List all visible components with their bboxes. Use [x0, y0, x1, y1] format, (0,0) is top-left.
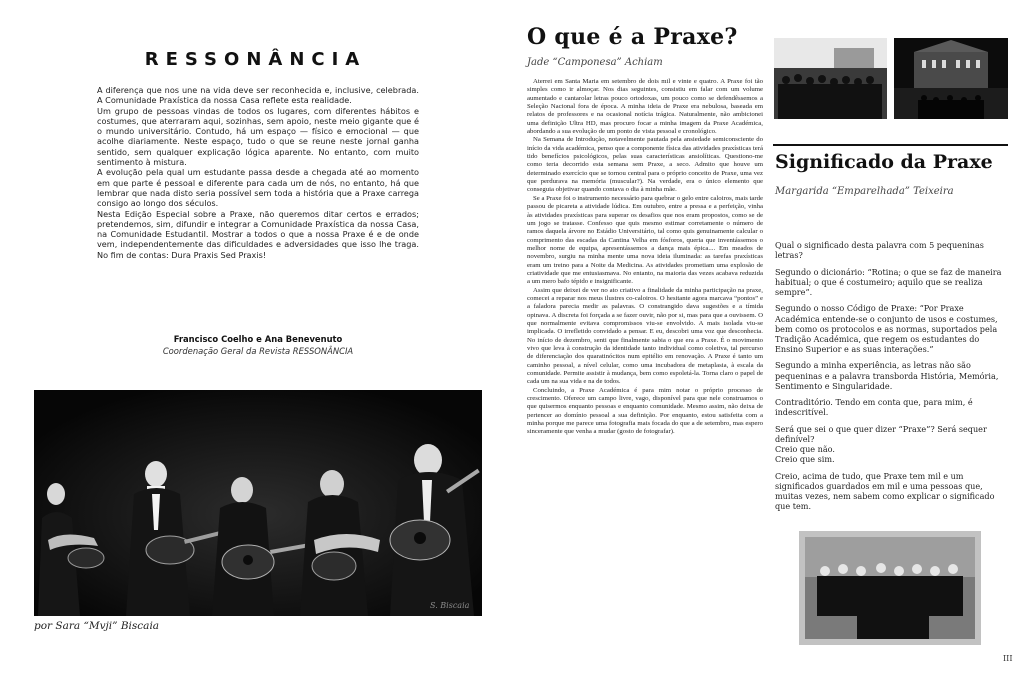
editorial-paragraph: A evolução pela qual um estudante passa desde a chegada até ao momento em que parte é pessoal e diferente para cada um de nós, no entanto, há que lembrar que nada disto seria possível sem toda a história que a Praxe carrega consigo ao longo dos séculos. — [97, 167, 419, 209]
signature-names: Francisco Coelho e Ana Benevenuto — [173, 334, 343, 344]
side-article-title: Significado da Praxe — [775, 151, 993, 173]
painting-illustration — [34, 390, 482, 616]
side-paragraph: Será que sei o que quer dizer “Praxe”? Será sequer definível? Creio que não. Creio que sim. — [775, 423, 987, 465]
article-title: O que é a Praxe? — [527, 24, 738, 50]
side-paragraph: Creio, acima de tudo, que Praxe tem mil e um significados guardados em mil e uma pessoas que, muitas vezes, nem sabem como explicar o significado que tem. — [775, 470, 995, 512]
side-paragraph: Segundo a minha experiência, as letras não são pequeninas e a palavra transborda História, Memória, Sentimento e Singularidade. — [775, 360, 999, 391]
side-paragraph: Qual o significado desta palavra com 5 pequeninas letras? — [775, 240, 984, 261]
side-paragraph: Contraditório. Tendo em conta que, para mim, é indescritível. — [775, 397, 973, 418]
editorial-paragraph: Um grupo de pessoas vindas de todos os lugares, com diferentes hábitos e costumes, que aterraram aqui, sozinhas, sem apoio, neste meio gigante que é o mundo universitário. Contudo, há um espaço — físico e emocional — que acolhe diariamente. Neste espaço, tudo o que se reune neste jornal ganha sentido, sem qualquer explicação lógica aparente. No entanto, com muito sentimento à mistura. — [97, 105, 419, 168]
group-photo-daytime — [774, 38, 887, 119]
page-number: III — [1003, 654, 1013, 663]
editorial-paragraph: Nesta Edição Especial sobre a Praxe, não queremos ditar certos e errados; pretendemos, sim, difundir e integrar a Comunidade Praxística da nossa Casa, na Comunidade Estudantil. Mostrar a todos o que a nossa Praxe é e de onde vem, independentemente das dificuldades e adversidades que isso lhe traga. No fim de contas: Dura Praxis Sed Praxis! — [97, 208, 419, 260]
article-byline: Jade “Camponesa” Achiam — [527, 57, 663, 68]
group-photo-capes — [799, 531, 981, 645]
section-rule — [773, 144, 1008, 146]
editorial-text — [97, 85, 419, 260]
editorial-paragraph: A diferença que nos une na vida deve ser reconhecida e, inclusive, celebrada. A Comunidade Praxística da nossa Casa reflete esta realidade. — [97, 85, 419, 106]
side-article-byline: Margarida “Emparelhada” Teixeira — [775, 186, 954, 197]
painting-svg — [34, 390, 482, 616]
side-article-body — [775, 240, 1009, 518]
side-paragraph: Segundo o dicionário: “Rotina; o que se faz de maneira habitual; o que é costumeiro; aquilo que se realiza sempre”. — [775, 266, 1002, 297]
editorial-signature — [97, 334, 419, 356]
article-body — [527, 78, 763, 437]
painting-signature: S. Biscaia — [430, 601, 470, 610]
article-paragraph: Concluindo, a Praxe Académica é para mim notar o próprio processo de crescimento. Oferece um campo livre, vago, disponível para que nele construamos o que quisermos enquanto pessoas e enquanto comunidade. Mesmo assim, não deixa de pertencer ao domínio pessoal a sua definição. Por enquanto, estou satisfeita com a minha porque me parece uma fotografia mais focada do que a de setembro, mas espero sinceramente que venha a mudar (gosto de fotografar). — [527, 386, 763, 436]
magazine-title: RESSONÂNCIA — [144, 49, 367, 70]
article-paragraph: Assim que deixei de ver no ato criativo a finalidade da minha participação na praxe, comecei a reparar nos meus ilustres co-caloiros. O hesitante agora marcava “pontos” e a faladora parecia medir as palavras. O constrangido dava sugestões e a tímida opinava. A discreta foi forçada a se fazer ouvir, não por si, mas para que a ouvissem. O que normalmente evitava compromissos viu-se envolvido. A mais isolada viu-se implicada. O irrefletido convidado a pensar. E eu, descobri uma voz que desconhecia. No início de dezembro, senti que finalmente sabia o que era a Praxe. É o movimento vivo que leva à construção da identidade tanto individual como coletiva, tal percurso de diferenciação dos quaratinócitos num epitélio em renovação. A Praxe é tanto um caminho pessoal, a nível celular, como uma incubadora de metaplasia, à escala da comunidade. Permite assistir à mudança, bem como espoletá-la. Torna claro o papel de cada um na sua vida e na de todos. — [527, 286, 763, 386]
painting-caption: por Sara “Mvji” Biscaia — [34, 620, 160, 632]
article-paragraph: Aterrei em Santa Maria em setembro de dois mil e vinte e quatro. A Praxe foi tão simples como ir almoçar. Nos dias seguintes, consistiu em falar com um volume aumentado e cantarolar letras pouco ortodoxas, um pouco como se defendêssemos a Seleção Nacional fora de época. A minha ideia de Praxe era nebulosa, baseada em relatos de professores e na ocasional notícia trágica. Naturalmente, não ambicionei uma definição Ultra HD, mas procuro focar a minha imagem da Praxe Académica, abordando a sua evolução de um ponto de vista pessoal e cronológico. — [527, 78, 763, 136]
night-building-photo — [894, 38, 1008, 119]
article-paragraph: Na Semana de Introdução, notavelmente pautada pela ansiedade semiconsciente do início da vida académica, penso que a componente física das atividades praxísticas terá tido benefícios psicológicos, pelas suas características ansiolíticas. Questiono-me como teria decorrido esta semana sem Praxe, a seco. Admito que houve um determinado exercício que se tornou central para o próprio conceito de Praxe, uma vez que perdurava na memória (muscular?). Na verdade, era o único elemento que conseguia objetivar quando contava o dia à minha mãe. — [527, 136, 763, 194]
signature-role: Coordenação Geral da Revista RESSONÂNCIA — [162, 346, 354, 356]
article-paragraph: Se a Praxe foi o instrumento necessário para quebrar o gelo entre caloiros, mais tarde passou de picareta a atividade lúdica. Em outubro, entre a pressa e a perfeição, vinha às atividades praxísticas para superar os desafios que nos eram propostos, como se de um jogo se tratasse. Confesso que quis mesmo estimar corretamente o número de ramos daquela árvore no Estádio Universitário, tal como quis genuinamente calcular o comprimento das escadas da Cantina Velha em fósforos, queria que inventássemos o melhor nome de equipa, apresentássemos a dança mais épica.... Em meados de novembro, surgiu na minha mente uma nova ideia iluminada: as tarefas praxísticas eram um treino para a Noite da Medicina. As atividades prometiam uma explosão de criatividade que me entusiasmava. No entanto, na maioria das vezes acabava reduzida a um mero bafo tépido e insignificante. — [527, 194, 763, 286]
side-paragraph: Segundo o nosso Código de Praxe: “Por Praxe Académica entende-se o conjunto de usos e costumes, bem como os protocolos e as normas, suportados pela Tradição Académica, que regem os estudantes do Ensino Superior e as suas interações.” — [775, 303, 998, 354]
left-page — [0, 0, 511, 675]
